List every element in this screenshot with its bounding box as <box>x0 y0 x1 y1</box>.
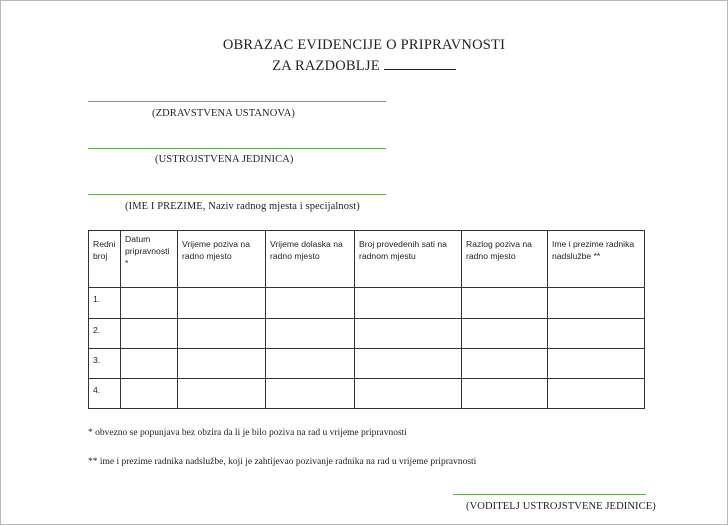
table-cell[interactable] <box>178 379 266 409</box>
table-cell[interactable] <box>355 288 462 319</box>
organizational-unit-label: (USTROJSTVENA JEDINICA) <box>155 154 294 165</box>
col-header-date: Datum pripravnosti * <box>121 231 178 288</box>
row-number: 3. <box>89 349 121 379</box>
table-cell[interactable] <box>178 319 266 349</box>
period-label: ZA RAZDOBLJE <box>272 58 380 74</box>
col-header-reason: Razlog poziva na radno mjesto <box>462 231 548 288</box>
footnote-double: ** ime i prezime radnika nadslužbe, koji je zahtijevao pozivanje radnika na rad u vrijeme pripravnosti <box>88 457 477 467</box>
table-row <box>89 349 645 379</box>
signature-label: (VODITELJ USTROJSTVENE JEDINICE) <box>466 501 656 512</box>
table-cell[interactable] <box>548 319 645 349</box>
employee-name-label: (IME I PREZIME, Naziv radnog mjesta i specijalnost) <box>125 201 360 212</box>
table-cell[interactable] <box>462 319 548 349</box>
table-cell[interactable] <box>462 288 548 319</box>
col-header-supervisor: Ime i prezime radnika nadslužbe ** <box>548 231 645 288</box>
row-number: 2. <box>89 319 121 349</box>
col-header-ordinal: Redni broj <box>89 231 121 288</box>
health-institution-line[interactable] <box>88 101 386 102</box>
table-cell[interactable] <box>548 288 645 319</box>
col-header-arrival-time: Vrijeme dolaska na radno mjesto <box>266 231 355 288</box>
table-cell[interactable] <box>266 349 355 379</box>
form-title: OBRAZAC EVIDENCIJE O PRIPRAVNOSTI <box>222 37 506 53</box>
table-cell[interactable] <box>266 319 355 349</box>
table-row <box>89 288 645 319</box>
table-row <box>89 379 645 409</box>
table-cell[interactable] <box>462 349 548 379</box>
row-number: 4. <box>89 379 121 409</box>
row-number: 1. <box>89 288 121 319</box>
table-cell[interactable] <box>178 288 266 319</box>
table-cell[interactable] <box>121 319 178 349</box>
table-cell[interactable] <box>121 379 178 409</box>
table-cell[interactable] <box>121 349 178 379</box>
table-cell[interactable] <box>548 379 645 409</box>
signature-line[interactable] <box>453 494 646 495</box>
period-blank-field[interactable] <box>384 57 456 70</box>
on-call-table <box>88 230 645 409</box>
table-cell[interactable] <box>266 288 355 319</box>
table-cell[interactable] <box>462 379 548 409</box>
employee-name-line[interactable] <box>88 194 386 195</box>
table-cell[interactable] <box>178 349 266 379</box>
table-cell[interactable] <box>355 349 462 379</box>
table-cell[interactable] <box>266 379 355 409</box>
table-cell[interactable] <box>121 288 178 319</box>
form-subtitle <box>0 57 728 75</box>
table-cell[interactable] <box>355 319 462 349</box>
health-institution-label: (ZDRAVSTVENA USTANOVA) <box>152 108 296 119</box>
col-header-call-time: Vrijeme poziva na radno mjesto <box>178 231 266 288</box>
table-row <box>89 319 645 349</box>
col-header-hours: Broj provedenih sati na radnom mjestu <box>355 231 462 288</box>
table-cell[interactable] <box>355 379 462 409</box>
table-cell[interactable] <box>548 349 645 379</box>
organizational-unit-line[interactable] <box>88 148 386 149</box>
table-header-row <box>89 231 645 288</box>
footnote-single: * obvezno se popunjava bez obzira da li je bilo poziva na rad u vrijeme pripravnosti <box>88 428 407 438</box>
